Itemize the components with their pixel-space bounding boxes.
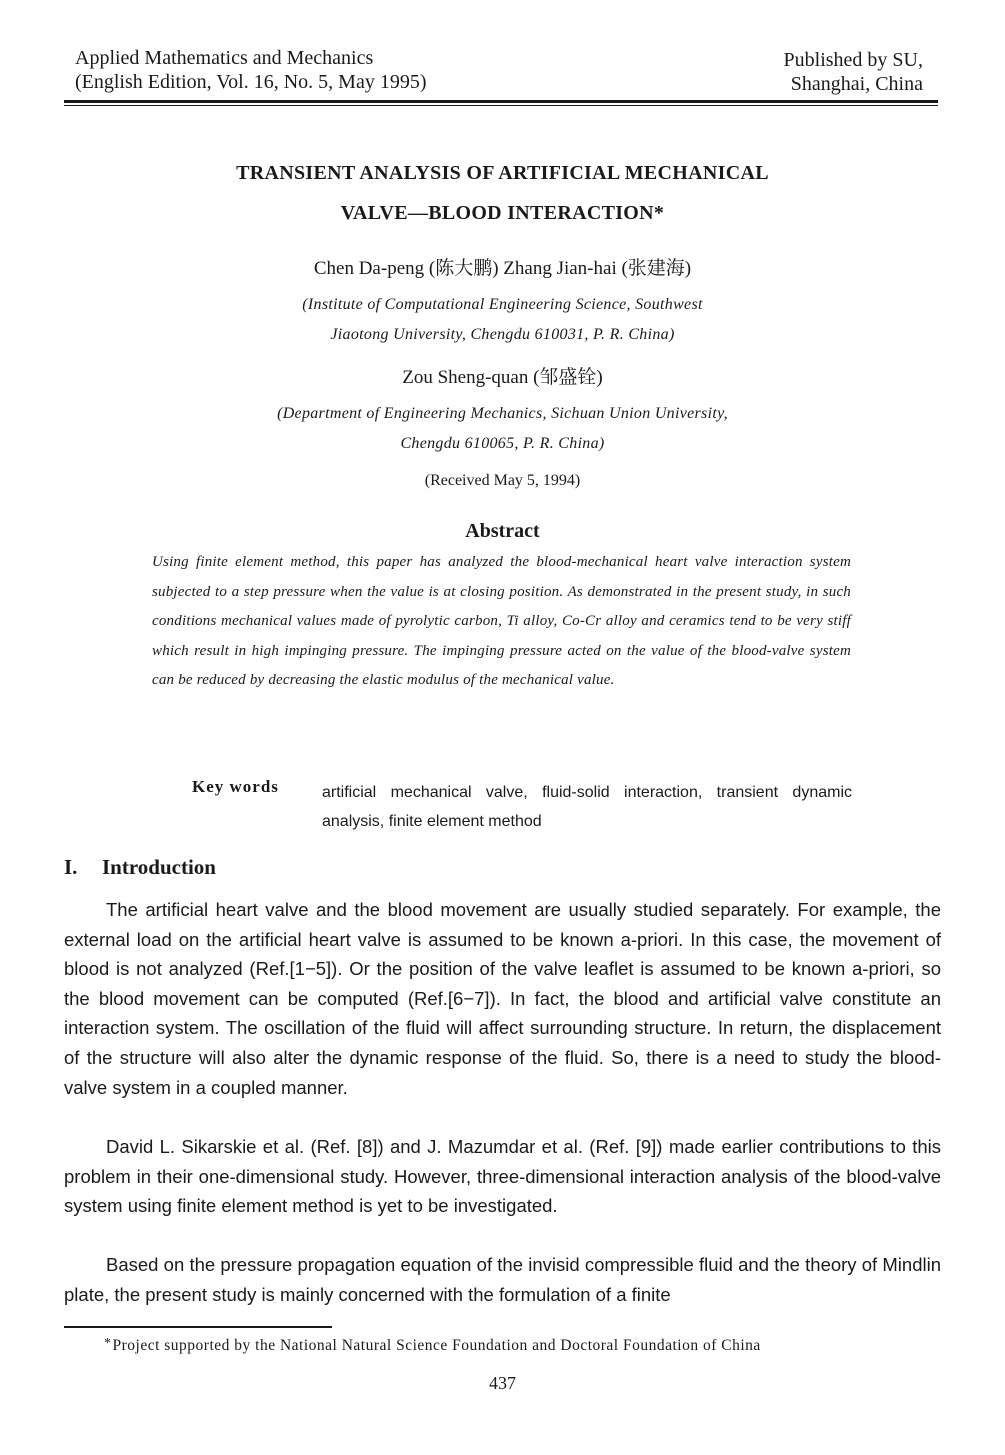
- received-date: (Received May 5, 1994): [424, 472, 581, 489]
- footnote-rule: [64, 1326, 332, 1328]
- page-number: 437: [489, 1373, 516, 1393]
- affiliation-1: [60, 290, 945, 350]
- footnote-text: Project supported by the National Natural Science Foundation and Doctoral Foundation of China: [112, 1337, 761, 1354]
- section-title: Introduction: [102, 855, 216, 879]
- header-rule-thick: [64, 100, 938, 103]
- affiliation-1-line2: Jiaotong University, Chengdu 610031, P. R. China): [330, 326, 675, 343]
- intro-paragraph-1: [64, 895, 941, 1102]
- footnote-marker: *: [104, 1336, 112, 1351]
- keywords-label: Key words: [192, 777, 279, 796]
- abstract-heading: Abstract: [465, 520, 540, 542]
- keywords-text: artificial mechanical valve, fluid-solid interaction, transient dynamic analysis, finite element method: [322, 784, 852, 830]
- section-heading: [64, 855, 216, 880]
- authors-line1: Chen Da-peng (陈大鹏) Zhang Jian-hai (张建海): [313, 258, 692, 279]
- journal-header: [75, 46, 426, 94]
- intro-paragraph-3: [64, 1250, 941, 1309]
- publisher-header: [784, 48, 923, 96]
- paragraph-text: David L. Sikarskie et al. (Ref. [8]) and J. Mazumdar et al. (Ref. [9]) made earlier contributions to this problem in their one-dimensional study. However, three-dimensional interaction analysis of the blood-valve system using finite element method is yet to be investigated.: [64, 1136, 941, 1217]
- paper-title-line2: VALVE—BLOOD INTERACTION*: [340, 202, 665, 224]
- intro-paragraph-2: [64, 1132, 941, 1221]
- journal-edition: (English Edition, Vol. 16, No. 5, May 1995): [75, 71, 427, 93]
- paragraph-text: The artificial heart valve and the blood movement are usually studied separately. For example, the external load on the artificial heart valve is assumed to be known a-priori. In this case, the movement of blood is not analyzed (Ref.[1−5]). Or the position of the valve leaflet is assumed to be known a-priori, so the blood movement can be computed (Ref.[6−7]). In fact, the blood and artificial valve constitute an interaction system. The oscillation of the fluid will affect surrounding structure. In return, the displacement of the structure will also alter the dynamic response of the fluid. So, there is a need to study the blood-valve system in a coupled manner.: [64, 899, 941, 1098]
- publisher-name: Published by SU,: [783, 49, 923, 71]
- affiliation-2-line2: Chengdu 610065, P. R. China): [400, 435, 605, 452]
- journal-name: Applied Mathematics and Mechanics: [75, 47, 374, 69]
- paper-title-line1: TRANSIENT ANALYSIS OF ARTIFICIAL MECHANICAL: [236, 162, 769, 184]
- paragraph-text: Based on the pressure propagation equation of the invisid compressible fluid and the theory of Mindlin plate, the present study is mainly concerned with the formulation of a finite: [64, 1254, 941, 1305]
- footnote: [104, 1336, 761, 1355]
- publisher-location: Shanghai, China: [790, 73, 923, 95]
- affiliation-2: [60, 399, 945, 459]
- abstract-text: Using finite element method, this paper has analyzed the blood-mechanical heart valve interaction system subjected to a step pressure when the value is at closing position. As demonstrated in the present study, in such conditions mechanical values made of pyrolytic carbon, Ti alloy, Co-Cr alloy and ceramics tend to be very stiff which result in high impinging pressure. The impinging pressure acted on the value of the blood-valve system can be reduced by decreasing the elastic modulus of the mechanical value.: [152, 554, 851, 689]
- affiliation-2-line1: (Department of Engineering Mechanics, Sichuan Union University,: [277, 405, 728, 422]
- header-rule-thin: [64, 105, 938, 106]
- authors-line2: Zou Sheng-quan (邹盛铨): [402, 367, 603, 388]
- section-number: I.: [64, 855, 78, 879]
- affiliation-1-line1: (Institute of Computational Engineering Science, Southwest: [302, 296, 703, 313]
